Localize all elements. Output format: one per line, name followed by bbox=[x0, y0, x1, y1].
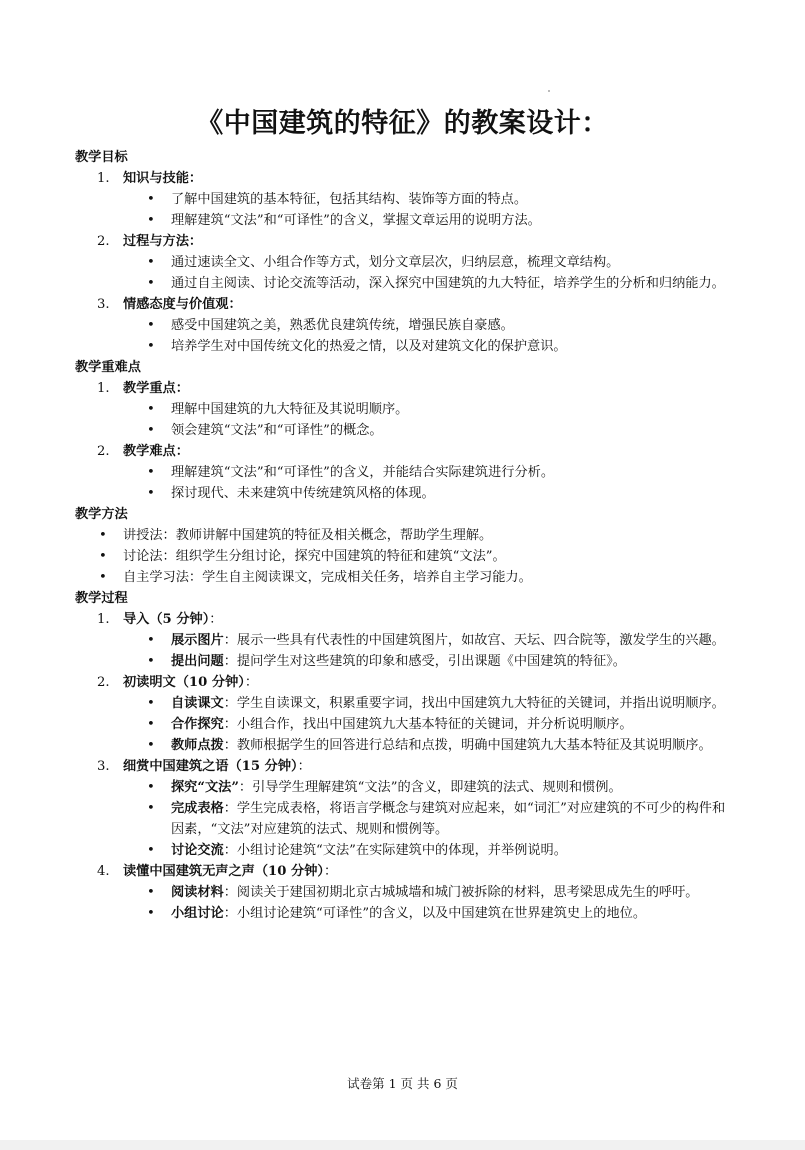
bullet-icon: • bbox=[147, 318, 155, 333]
list-item bbox=[0, 336, 805, 357]
bullet-icon: • bbox=[147, 885, 155, 900]
item-label: 教学重点： bbox=[123, 381, 189, 396]
section-heading-methods: 教学方法 bbox=[75, 507, 128, 522]
bullet-text: 理解建筑“文法”和“可译性”的含义，并能结合实际建筑进行分析。 bbox=[171, 465, 555, 480]
bullet-text: ：展示一些具有代表性的中国建筑图片，如故宫、天坛、四合院等，激发学生的兴趣。 bbox=[223, 633, 725, 648]
list-item bbox=[0, 903, 805, 924]
bullet-lead: 阅读材料 bbox=[171, 885, 224, 900]
bullet-text: ：阅读关于建国初期北京古城城墙和城门被拆除的材料，思考梁思成先生的呼吁。 bbox=[223, 885, 699, 900]
item-label: 教学难点： bbox=[123, 444, 189, 459]
process-step-4 bbox=[0, 861, 805, 882]
bullet-icon: • bbox=[147, 423, 155, 438]
step-number: 3. bbox=[97, 759, 110, 774]
bullet-text: 讲授法：教师讲解中国建筑的特征及相关概念，帮助学生理解。 bbox=[123, 528, 493, 543]
bullet-text: 理解建筑“文法”和“可译性”的含义，掌握文章运用的说明方法。 bbox=[171, 213, 541, 228]
bullet-icon: • bbox=[147, 339, 155, 354]
process-step-2 bbox=[0, 672, 805, 693]
bullet-text: 培养学生对中国传统文化的热爱之情，以及对建筑文化的保护意识。 bbox=[171, 339, 567, 354]
bullet-icon: • bbox=[147, 654, 155, 669]
item-number: 2. bbox=[97, 444, 110, 459]
bullet-text: 感受中国建筑之美，熟悉优良建筑传统，增强民族自豪感。 bbox=[171, 318, 514, 333]
step-label: 导入（5 分钟） bbox=[123, 612, 210, 627]
list-item bbox=[0, 420, 805, 441]
key-point-item-1 bbox=[0, 378, 805, 399]
bullet-icon: • bbox=[147, 633, 155, 648]
bullet-icon: • bbox=[147, 402, 155, 417]
bullet-text: 自主学习法：学生自主阅读课文，完成相关任务，培养自主学习能力。 bbox=[123, 570, 532, 585]
bullet-icon: • bbox=[147, 486, 155, 501]
bullet-lead: 探究“文法” bbox=[171, 780, 239, 795]
step-colon: ： bbox=[244, 675, 259, 690]
bullet-text: ：引导学生理解建筑“文法”的含义，即建筑的法式、规则和惯例。 bbox=[238, 780, 622, 795]
bullet-icon: • bbox=[147, 801, 155, 816]
bullet-text: 了解中国建筑的基本特征，包括其结构、装饰等方面的特点。 bbox=[171, 192, 528, 207]
step-colon: ： bbox=[323, 864, 338, 879]
bullet-icon: • bbox=[147, 276, 155, 291]
section-heading-key-points: 教学重难点 bbox=[75, 360, 141, 375]
step-colon: ： bbox=[209, 612, 223, 627]
item-label: 情感态度与价值观： bbox=[123, 297, 242, 312]
document-title: 《中国建筑的特征》的教案设计： bbox=[196, 108, 609, 139]
section-heading-objectives: 教学目标 bbox=[75, 150, 128, 165]
list-item bbox=[0, 483, 805, 504]
process-step-1 bbox=[0, 609, 805, 630]
item-number: 3. bbox=[97, 297, 110, 312]
bullet-text: ：小组合作，找出中国建筑九大基本特征的关键词，并分析说明顺序。 bbox=[223, 717, 633, 732]
bullet-text: 领会建筑“文法”和“可译性”的概念。 bbox=[171, 423, 383, 438]
item-number: 1. bbox=[97, 381, 110, 396]
list-item bbox=[0, 777, 805, 798]
document-body bbox=[0, 147, 805, 924]
list-item bbox=[0, 735, 805, 756]
list-item bbox=[0, 840, 805, 861]
bullet-icon: • bbox=[147, 906, 155, 921]
item-label: 知识与技能： bbox=[123, 171, 203, 186]
bullet-text: 讨论法：组织学生分组讨论，探究中国建筑的特征和建筑“文法”。 bbox=[123, 549, 506, 564]
list-item bbox=[0, 315, 805, 336]
step-label: 读懂中国建筑无声之声（10 分钟） bbox=[123, 864, 324, 879]
bullet-lead: 自读课文 bbox=[171, 696, 224, 711]
bullet-text: ：学生自读课文，积累重要字词，找出中国建筑九大特征的关键词，并指出说明顺序。 bbox=[223, 696, 725, 711]
bullet-icon: • bbox=[147, 717, 155, 732]
bullet-lead: 讨论交流 bbox=[171, 843, 224, 858]
bullet-text: 通过自主阅读、讨论交流等活动，深入探究中国建筑的九大特征，培养学生的分析和归纳能力。 bbox=[171, 276, 725, 291]
bullet-icon: • bbox=[147, 696, 155, 711]
bullet-icon: • bbox=[147, 465, 155, 480]
list-item bbox=[0, 693, 805, 714]
step-number: 4. bbox=[97, 864, 110, 879]
list-item bbox=[0, 210, 805, 231]
step-number: 1. bbox=[97, 612, 110, 627]
bullet-text: 通过速读全文、小组合作等方式，划分文章层次，归纳层意，梳理文章结构。 bbox=[171, 255, 620, 270]
bullet-text: 探讨现代、未来建筑中传统建筑风格的体现。 bbox=[171, 486, 435, 501]
list-item bbox=[0, 882, 805, 903]
list-item bbox=[0, 273, 805, 294]
step-label: 细赏中国建筑之语（15 分钟） bbox=[123, 759, 298, 774]
list-item bbox=[0, 630, 805, 651]
bullet-icon: • bbox=[99, 570, 107, 585]
list-item bbox=[0, 567, 805, 588]
step-colon: ： bbox=[297, 759, 311, 774]
bullet-icon: • bbox=[147, 780, 155, 795]
section-heading-process: 教学过程 bbox=[75, 591, 128, 606]
bullet-lead: 提出问题 bbox=[171, 654, 224, 669]
bullet-icon: • bbox=[147, 255, 155, 270]
list-item bbox=[0, 399, 805, 420]
step-number: 2. bbox=[97, 675, 110, 690]
list-item bbox=[0, 525, 805, 546]
list-item bbox=[0, 189, 805, 210]
item-number: 1. bbox=[97, 171, 110, 186]
page-footer: 试卷第 1 页 共 6 页 bbox=[347, 1076, 458, 1091]
bullet-icon: • bbox=[147, 192, 155, 207]
item-label: 过程与方法： bbox=[123, 234, 203, 249]
bullet-lead: 完成表格 bbox=[171, 801, 224, 816]
bullet-icon: • bbox=[147, 213, 155, 228]
bullet-lead: 教师点拨 bbox=[171, 738, 224, 753]
bullet-icon: • bbox=[147, 843, 155, 858]
list-item bbox=[0, 651, 805, 672]
step-label: 初读明文（10 分钟） bbox=[123, 675, 245, 690]
bullet-icon: • bbox=[147, 738, 155, 753]
list-item bbox=[0, 252, 805, 273]
bullet-text: ：小组讨论建筑“文法”在实际建筑中的体现，并举例说明。 bbox=[223, 843, 567, 858]
objective-item-2 bbox=[0, 231, 805, 252]
bullet-lead: 展示图片 bbox=[171, 633, 224, 648]
list-item bbox=[0, 462, 805, 483]
bullet-icon: • bbox=[99, 528, 107, 543]
bullet-text: ：小组讨论建筑“可译性”的含义，以及中国建筑在世界建筑史上的地位。 bbox=[223, 906, 647, 921]
bullet-text: 理解中国建筑的九大特征及其说明顺序。 bbox=[171, 402, 409, 417]
bullet-text: ：提问学生对这些建筑的印象和感受，引出课题《中国建筑的特征》。 bbox=[223, 654, 626, 669]
objective-item-1 bbox=[0, 168, 805, 189]
list-item bbox=[0, 546, 805, 567]
bullet-text: ：教师根据学生的回答进行总结和点拨，明确中国建筑九大基本特征及其说明顺序。 bbox=[223, 738, 712, 753]
scan-speck bbox=[548, 90, 550, 92]
bullet-icon: • bbox=[99, 549, 107, 564]
list-item bbox=[0, 714, 805, 735]
key-point-item-2 bbox=[0, 441, 805, 462]
list-item bbox=[0, 798, 805, 840]
bullet-lead: 小组讨论 bbox=[171, 906, 224, 921]
item-number: 2. bbox=[97, 234, 110, 249]
process-step-3 bbox=[0, 756, 805, 777]
bullet-lead: 合作探究 bbox=[171, 717, 224, 732]
bullet-text: ：学生完成表格，将语言学概念与建筑对应起来，如“词汇”对应建筑的不可少的构件和因素，“文法”对应建筑的法式、规则和惯例等。 bbox=[171, 801, 726, 837]
objective-item-3 bbox=[0, 294, 805, 315]
